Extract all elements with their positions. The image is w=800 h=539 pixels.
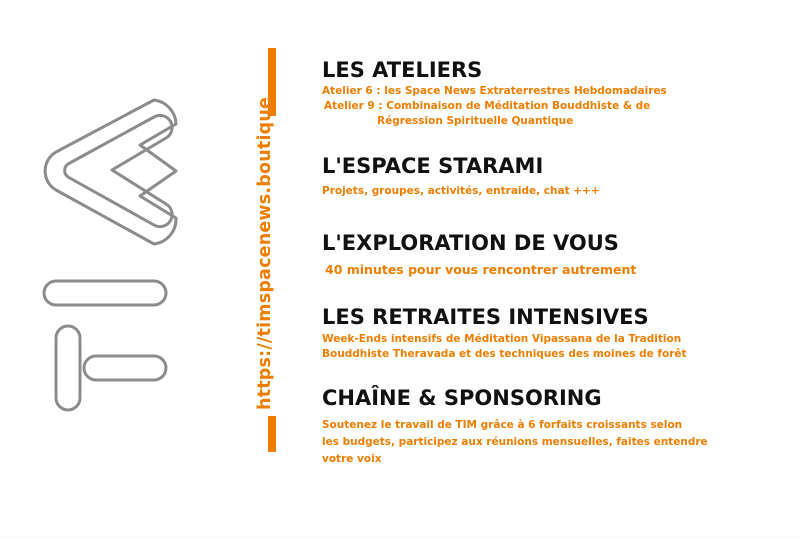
logo-m: [65, 115, 172, 226]
section-desc-line: Week-Ends intensifs de Méditation Vipassana de la Tradition: [322, 333, 682, 345]
section-title: LES ATELIERS: [322, 58, 483, 82]
section-desc-line: 40 minutes pour vous rencontrer autrement: [325, 262, 637, 277]
logo-i: [44, 281, 166, 305]
section-desc-line: les budgets, participez aux réunions mensuelles, faites entendre: [322, 436, 708, 448]
section-desc-line: Bouddhiste Theravada et des techniques des moines de forêt: [322, 348, 687, 360]
section-retraites: [322, 304, 687, 362]
section-chaine-sponsoring: [322, 385, 708, 468]
section-title: CHAÎNE & SPONSORING: [322, 386, 602, 410]
section-desc-line: Atelier 6 : les Space News Extraterrestres Hebdomadaires: [322, 85, 667, 97]
section-title: L'ESPACE STARAMI: [322, 154, 544, 178]
section-desc-line: Soutenez le travail de TIM grâce à 6 forfaits croissants selon: [322, 419, 683, 431]
section-exploration: [322, 230, 636, 279]
section-desc-line: Atelier 9 : Combinaison de Méditation Bouddhiste & de: [324, 100, 651, 112]
logo-t-crossbar: [56, 326, 80, 410]
section-desc-line: votre voix: [322, 453, 382, 465]
section-title: LES RETRAITES INTENSIVES: [322, 305, 649, 329]
section-title: L'EXPLORATION DE VOUS: [322, 231, 619, 255]
tim-logo: [0, 0, 200, 539]
section-desc-line: Régression Spirituelle Quantique: [377, 115, 574, 127]
website-url-link[interactable]: https://timspacenews.boutique: [255, 96, 275, 410]
section-desc-line: Projets, groupes, activités, entraide, chat +++: [322, 185, 600, 197]
section-ateliers: [322, 57, 667, 129]
section-espace-starami: [322, 153, 600, 199]
accent-bar-bottom: [268, 416, 276, 452]
logo-t-stem: [84, 356, 166, 380]
